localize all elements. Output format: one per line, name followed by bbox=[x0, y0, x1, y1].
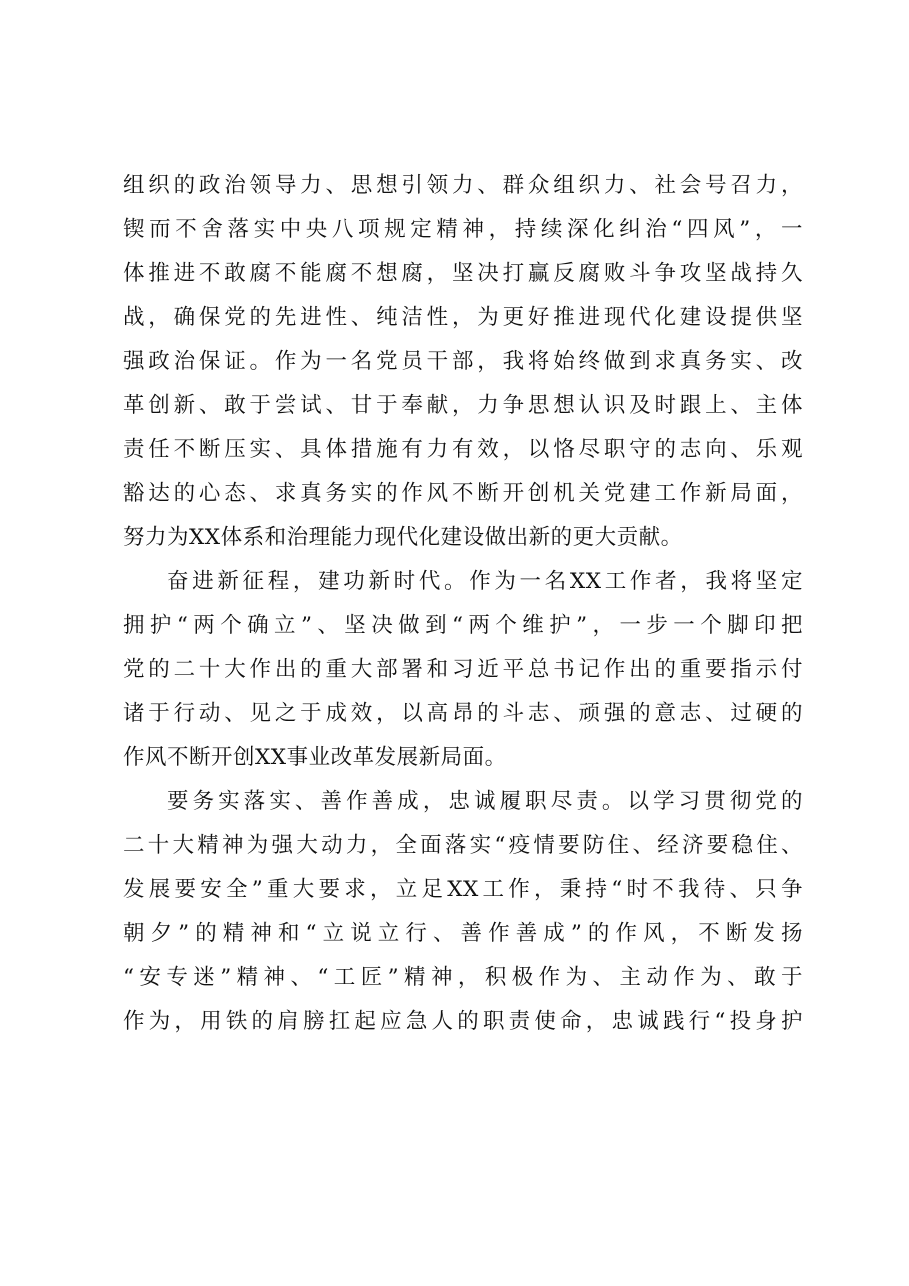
text-line: 作风不断开创XX事业改革发展新局面。 bbox=[123, 745, 507, 770]
text-line: 战，确保党的先进性、纯洁性，为更好推进现代化建设提供坚 bbox=[123, 305, 803, 330]
text-line: 朝夕”的精神和“立说立行、善作善成”的作风，不断发扬 bbox=[123, 921, 803, 946]
text-line: 责任不断压实、具体措施有力有效，以恪尽职守的志向、乐观 bbox=[123, 437, 803, 462]
body-text bbox=[123, 164, 803, 1044]
paragraph-start-line: 要务实落实、善作善成，忠诚履职尽责。以学习贯彻党的 bbox=[167, 789, 803, 814]
text-line: 党的二十大作出的重大部署和习近平总书记作出的重要指示付 bbox=[123, 657, 803, 682]
text-line: 作为，用铁的肩膀扛起应急人的职责使命，忠诚践行“投身护 bbox=[123, 1009, 803, 1034]
text-line: 拥护“两个确立”、坚决做到“两个维护”，一步一个脚印把 bbox=[123, 613, 803, 638]
text-line: 二十大精神为强大动力，全面落实“疫情要防住、经济要稳住、 bbox=[123, 833, 803, 858]
text-line: 诸于行动、见之于成效，以高昂的斗志、顽强的意志、过硬的 bbox=[123, 701, 803, 726]
paragraph-start-line: 奋进新征程，建功新时代。作为一名XX工作者，我将坚定 bbox=[167, 569, 803, 594]
text-line: 发展要安全”重大要求，立足XX工作，秉持“时不我待、只争 bbox=[123, 877, 803, 902]
text-line: 体推进不敢腐不能腐不想腐，坚决打赢反腐败斗争攻坚战持久 bbox=[123, 261, 803, 286]
text-line: 锲而不舍落实中央八项规定精神，持续深化纠治“四风”，一 bbox=[123, 217, 803, 242]
text-line: 强政治保证。作为一名党员干部，我将始终做到求真务实、改 bbox=[123, 349, 803, 374]
text-line: 努力为XX体系和治理能力现代化建设做出新的更大贡献。 bbox=[123, 525, 683, 550]
text-line: “安专迷”精神、“工匠”精神，积极作为、主动作为、敢于 bbox=[123, 965, 803, 990]
text-line: 革创新、敢于尝试、甘于奉献，力争思想认识及时跟上、主体 bbox=[123, 393, 803, 418]
text-line: 组织的政治领导力、思想引领力、群众组织力、社会号召力， bbox=[123, 173, 803, 198]
text-line: 豁达的心态、求真务实的作风不断开创机关党建工作新局面， bbox=[123, 481, 803, 506]
